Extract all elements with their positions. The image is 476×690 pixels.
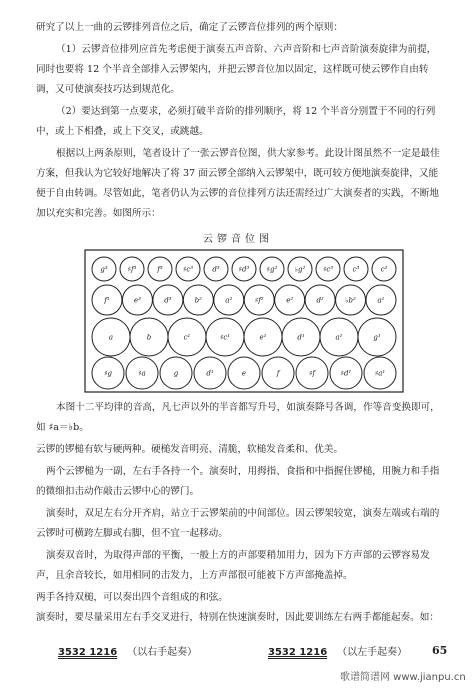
paragraph-stance: 演奏时，双足左右分开齐肩，站立于云锣架前的中间部位。因云锣架较宽，演奏左端或右端的云锣时可横跨左脚或右脚，但不宜一起移动。 [36,508,440,539]
gong-pitch-label: ♯g [104,369,112,378]
gong-row3-3 [206,318,244,356]
gong-pitch-label: d² [316,296,324,305]
paragraph-chords: 两手各持双槌，可以奏出四个音组成的和弦。 [36,592,228,603]
gong-pitch-label: c³ [352,265,360,274]
paragraph-alternation: 演奏时，要尽量采用左右手交叉进行，特别在快速演奏时，因此要训练左右两手都能起奏。如： [36,612,439,623]
score-example-right-hand [58,643,197,658]
gong-row1-4 [204,257,228,281]
gong-pitch-label: ♯g² [266,265,278,274]
gong-row4-3 [194,357,226,389]
gong-pitch-label: d¹ [297,333,305,342]
gong-row2-8 [336,285,366,315]
gong-pitch-label: ♯f [309,369,315,378]
gong-pitch-label: f³ [157,265,163,274]
gong-row2-9 [366,285,396,315]
gong-pitch-label: ♯c³ [182,265,194,274]
yunluo-pitch-diagram [84,249,404,393]
gong-pitch-label: ♯a¹ [374,369,386,378]
paragraph-principle-1: （1）云锣音位排列应首先考虑便于演奏五声音阶、六声音阶和七声音阶演奏旋律为前提，同时也要将 12 个半音全部排入云锣架内，并把云锣音位加以固定，这样既可使云锣作自由转调，又可使演奏技巧达到规范化。 [36,44,437,95]
gong-pitch-label: e³ [133,296,141,305]
gong-pitch-label: ♯f³ [127,265,137,274]
gong-row2-3 [183,285,213,315]
page-number: 65 [432,644,448,657]
gong-pitch-label: c¹ [183,333,191,342]
gong-pitch-label: ♯d³ [238,265,250,274]
gong-row2-2 [153,285,183,315]
gong-row2-4 [214,285,244,315]
gong-pitch-label: ♭b² [345,296,356,305]
gong-row1-10 [372,257,396,281]
gong-pitch-label: e [241,369,247,378]
gong-row3-2 [168,318,206,356]
gong-pitch-label: f¹ [104,296,110,305]
gong-pitch-label: e¹ [259,333,267,342]
gong-row2-6 [275,285,305,315]
gong-row4-2 [160,357,192,389]
watermark: 歌谱简谱网 www.jianpu.cn [340,672,466,683]
gong-pitch-label: ♯c¹ [219,333,231,342]
paragraph-design: 根据以上两条原则，笔者设计了一张云锣音位图，供大家参考。此设计图虽然不一定是最佳方案，但我认为它较好地解决了将 37 面云锣全部纳入云锣架中，既可较方便地演奏旋律，又能便于自由转调。尽管如此，笔者仍认为云锣的音位排列方法还需经过广大演奏者的实践，不断地加以充实和完善。如图所示： [36,148,440,219]
gong-pitch-label: g³ [100,265,108,274]
paragraph-grip: 两个云锣槌为一副，左右手各持一个。演奏时，用拇指、食指和中指握住锣槌，用腕力和手指的微细扣击动作敲击云锣中心的锣门。 [36,466,440,497]
gong-row1-8 [316,257,340,281]
gong-row3-0 [92,318,130,356]
gong-row1-2 [148,257,172,281]
gong-row4-1 [126,357,158,389]
gong-pitch-label: b [146,333,152,342]
gong-pitch-label: ♯c³ [322,265,334,274]
gong-pitch-label: d³ [212,265,220,274]
gong-row2-5 [244,285,274,315]
score-notes: 3532 1216 [58,647,118,658]
paragraph-notation-note: 本图十二平均律的音高，凡七声以外的半音都写升号，如演奏降号各调，作等音变换即可，如 ♯a＝♭b。 [36,402,440,433]
gong-row2-7 [305,285,335,315]
score-notes: 3532 1216 [268,647,328,658]
gong-pitch-label: ♯a [138,369,146,378]
gong-row4-7 [330,357,362,389]
gong-row3-4 [244,318,282,356]
gong-row1-3 [176,257,200,281]
gong-row1-5 [232,257,256,281]
paragraph-mallets: 云锣的锣槌有软与硬两种。硬槌发音明亮、清脆，软槌发音柔和、优美。 [36,444,343,455]
gong-row3-7 [358,318,396,356]
gong-pitch-label: a [108,333,114,342]
gong-row4-8 [364,357,396,389]
figure-title: 云锣音位图 [203,234,273,245]
paragraph-intro: 研究了以上一曲的云锣排列音位之后，确定了云锣音位排列的两个原则： [36,22,343,33]
gong-pitch-label: d³ [164,296,172,305]
gong-pitch-label: a¹ [335,333,343,342]
paragraph-principle-2: （2）要达到第一点要求，必须打破半音阶的排列顺序，将 12 个半音分别置于不同的行列中，或上下相叠，或上下交叉，或跳越。 [36,106,436,137]
gong-pitch-label: e² [286,296,294,305]
gong-pitch-label: a¹ [377,296,385,305]
score-label: （以右手起奏） [127,647,198,658]
gong-pitch-label: g [173,369,179,378]
gong-pitch-label: a² [225,296,233,305]
gong-row4-0 [92,357,124,389]
score-example-left-hand [268,643,407,658]
gong-row1-1 [120,257,144,281]
gong-row3-6 [320,318,358,356]
gong-row4-5 [262,357,294,389]
gong-row4-4 [228,357,260,389]
gong-pitch-label: b² [194,296,202,305]
gong-pitch-label: f [276,369,280,378]
gong-pitch-label: d¹ [206,369,214,378]
gong-pitch-label: ♯f² [254,296,264,305]
gong-row4-6 [296,357,328,389]
gong-row1-9 [344,257,368,281]
gong-row1-7 [288,257,312,281]
gong-pitch-label: g¹ [373,333,381,342]
gong-pitch-label: c² [380,265,388,274]
gong-pitch-label: ♯d¹ [340,369,352,378]
score-label: （以左手起奏） [337,647,408,658]
gong-pitch-label: ♭g² [294,265,306,274]
gong-row1-0 [92,257,116,281]
paragraph-double-notes: 演奏双音时，为取得声部的平衡，一般上方的声部要稍加用力，因为下方声部的云锣容易发声，且余音较长，如用相同的击发力，上方声部很可能被下方声部掩盖掉。 [36,550,430,581]
gong-row3-1 [130,318,168,356]
gong-row2-1 [122,285,152,315]
gong-row1-6 [260,257,284,281]
gong-row2-0 [92,285,122,315]
gong-layer [92,257,396,389]
gong-row3-5 [282,318,320,356]
